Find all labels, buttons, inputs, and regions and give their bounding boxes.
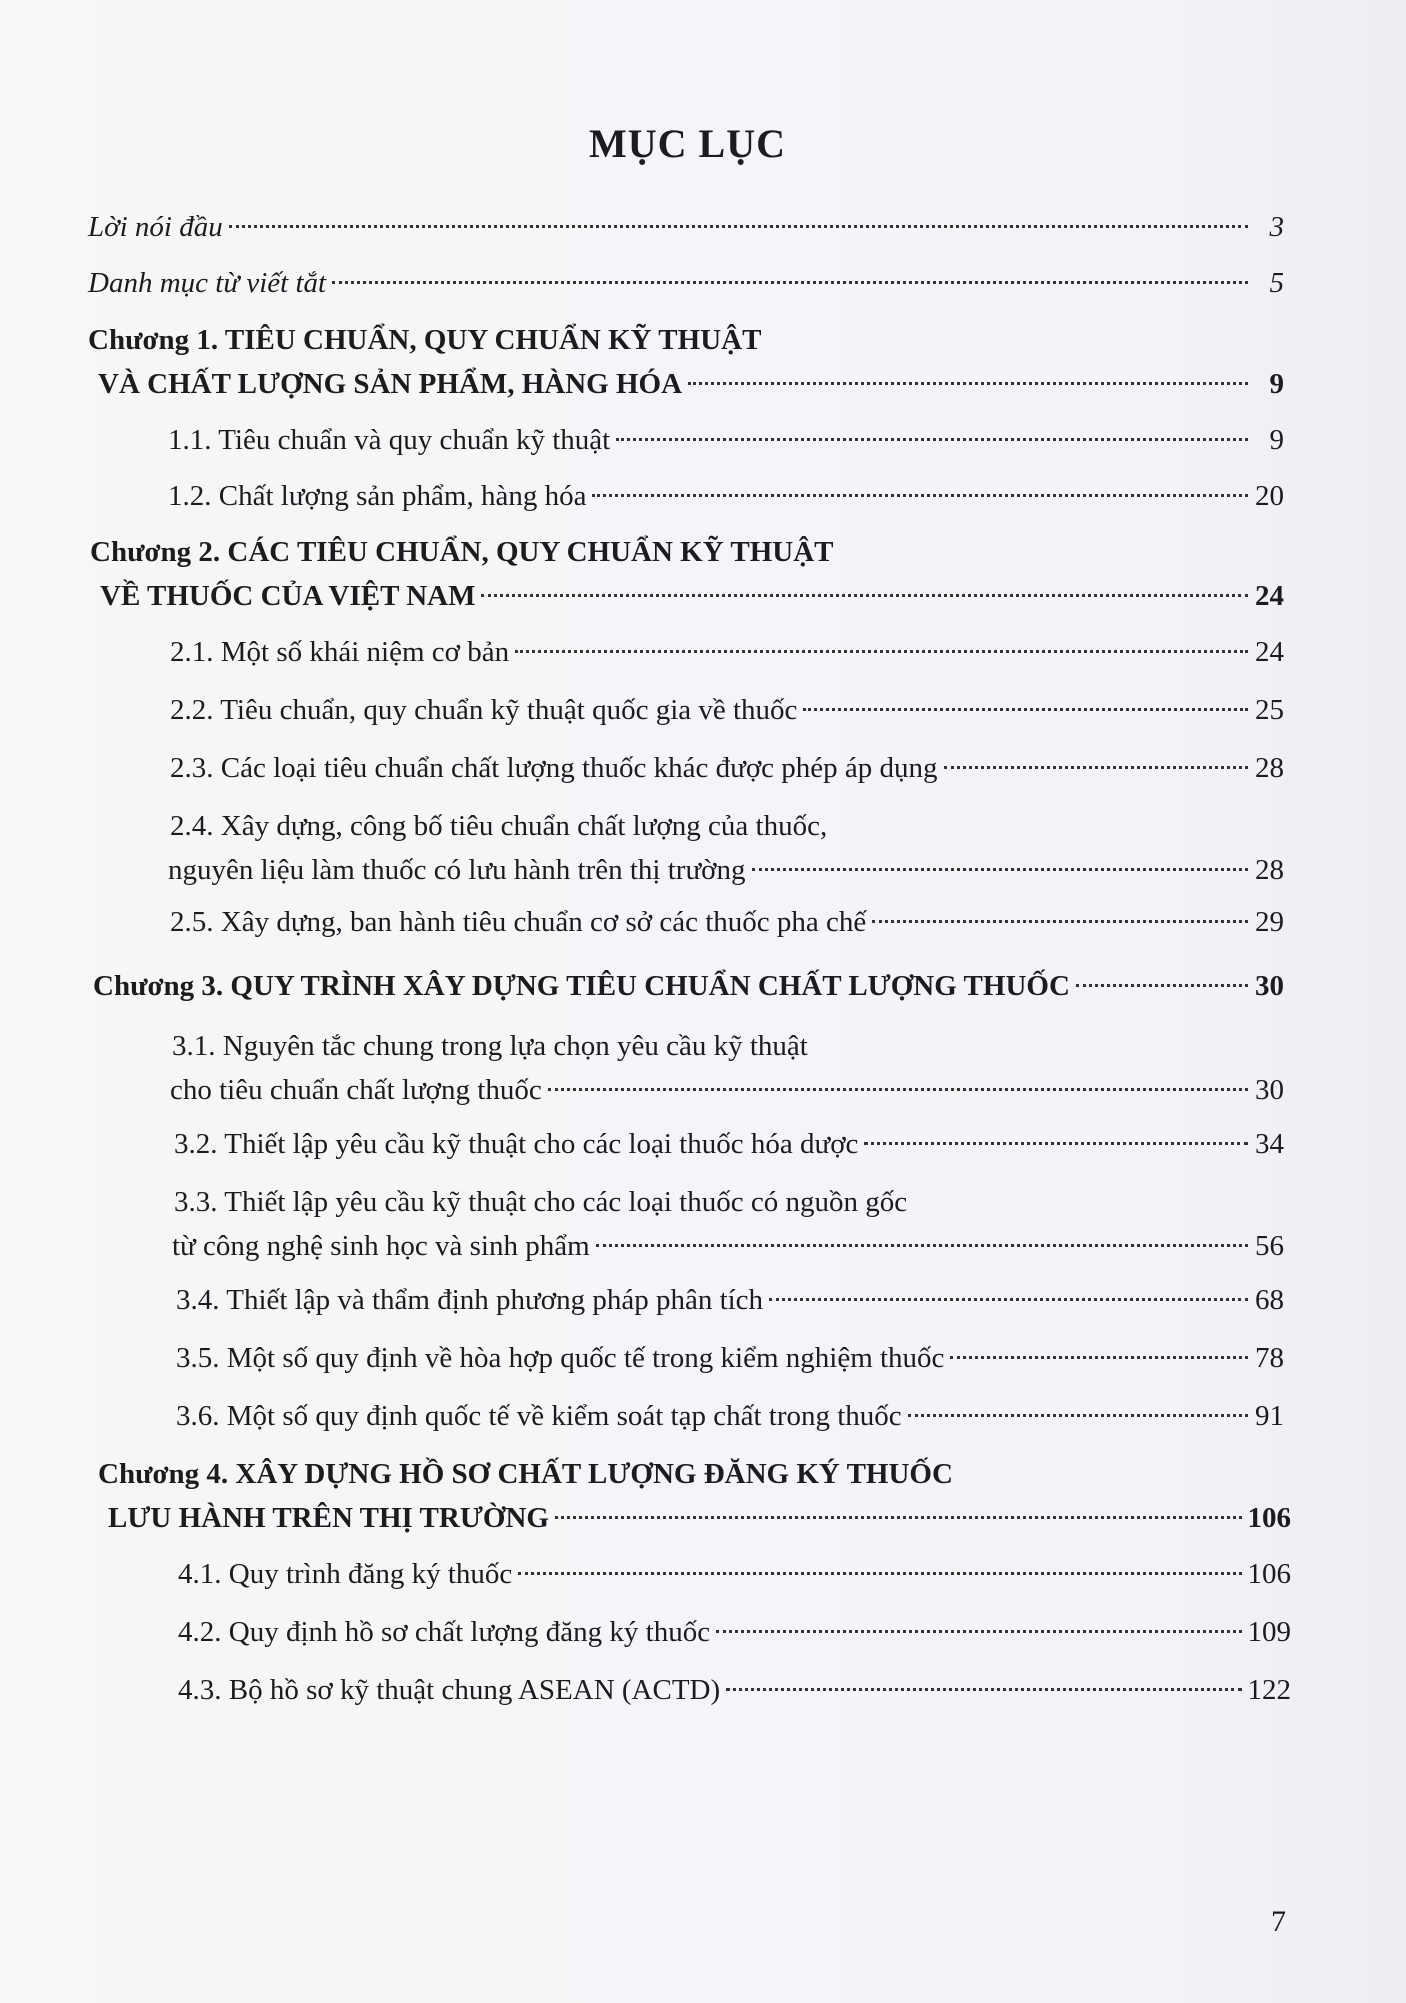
entry-label: Danh mục từ viết tắt xyxy=(88,267,327,299)
entry-page: 20 xyxy=(1255,480,1284,512)
entry-label-line1: 2.4. Xây dựng, công bố tiêu chuẩn chất lượng của thuốc, xyxy=(170,810,828,842)
entry-page: 34 xyxy=(1255,1128,1284,1160)
toc-chapter-3 xyxy=(93,964,1284,1008)
entry-label-line1: 3.1. Nguyên tắc chung trong lựa chọn yêu cầu kỹ thuật xyxy=(172,1030,808,1062)
entry-label: 1.2. Chất lượng sản phẩm, hàng hóa xyxy=(168,480,587,512)
dot-leader xyxy=(555,1516,1242,1519)
toc-section-2-1 xyxy=(170,630,1284,674)
toc-section-3-3 xyxy=(174,1180,1284,1268)
toc-section-4-3 xyxy=(178,1668,1291,1712)
dot-leader xyxy=(332,281,1248,284)
dot-leader xyxy=(616,438,1248,441)
entry-page: 9 xyxy=(1269,368,1284,400)
toc-chapter-1 xyxy=(88,318,1284,406)
entry-page: 29 xyxy=(1255,906,1284,938)
dot-leader xyxy=(944,766,1248,769)
toc-section-1-2 xyxy=(168,474,1284,518)
entry-label: cho tiêu chuẩn chất lượng thuốc xyxy=(170,1074,542,1106)
entry-page: 56 xyxy=(1255,1230,1284,1262)
dot-leader xyxy=(592,494,1248,497)
entry-label: 4.1. Quy trình đăng ký thuốc xyxy=(178,1558,513,1590)
toc-section-2-3 xyxy=(170,746,1284,790)
chapter-title-line1: Chương 3. QUY TRÌNH XÂY DỰNG TIÊU CHUẨN CHẤT LƯỢNG THUỐC xyxy=(93,970,1070,1002)
chapter-title-line1: Chương 1. TIÊU CHUẨN, QUY CHUẨN KỸ THUẬT xyxy=(88,324,762,356)
toc-section-4-2 xyxy=(178,1610,1291,1654)
chapter-title-line2: LƯU HÀNH TRÊN THỊ TRƯỜNG xyxy=(108,1502,549,1534)
entry-label: 4.2. Quy định hồ sơ chất lượng đăng ký thuốc xyxy=(178,1616,711,1648)
chapter-title-line2: VÀ CHẤT LƯỢNG SẢN PHẨM, HÀNG HÓA xyxy=(98,368,683,400)
entry-page: 68 xyxy=(1255,1284,1284,1316)
dot-leader xyxy=(864,1142,1248,1145)
dot-leader xyxy=(769,1298,1248,1301)
chapter-title-line1: Chương 2. CÁC TIÊU CHUẨN, QUY CHUẨN KỸ THUẬT xyxy=(90,536,834,568)
toc-section-3-4 xyxy=(176,1278,1284,1322)
toc-section-2-5 xyxy=(170,900,1284,944)
dot-leader xyxy=(908,1414,1248,1417)
entry-page: 106 xyxy=(1247,1502,1291,1534)
entry-page: 122 xyxy=(1247,1674,1291,1706)
toc-title: MỤC LỤC xyxy=(589,121,786,166)
entry-label: 1.1. Tiêu chuẩn và quy chuẩn kỹ thuật xyxy=(168,424,611,456)
entry-label: nguyên liệu làm thuốc có lưu hành trên thị trường xyxy=(168,854,746,886)
toc-section-4-1 xyxy=(178,1552,1291,1596)
entry-page: 9 xyxy=(1269,424,1284,456)
entry-page: 3 xyxy=(1269,211,1284,243)
dot-leader xyxy=(716,1630,1241,1633)
dot-leader xyxy=(688,382,1248,385)
entry-label: 3.2. Thiết lập yêu cầu kỹ thuật cho các loại thuốc hóa dược xyxy=(174,1128,859,1160)
dot-leader xyxy=(229,225,1248,228)
dot-leader xyxy=(515,650,1248,653)
entry-label: 4.3. Bộ hồ sơ kỹ thuật chung ASEAN (ACTD) xyxy=(178,1674,721,1706)
entry-label: 3.4. Thiết lập và thẩm định phương pháp phân tích xyxy=(176,1284,764,1316)
dot-leader xyxy=(872,920,1248,923)
entry-label: 2.3. Các loại tiêu chuẩn chất lượng thuốc khác được phép áp dụng xyxy=(170,752,938,784)
toc-section-3-2 xyxy=(174,1122,1284,1166)
entry-label: 3.5. Một số quy định về hòa hợp quốc tế trong kiểm nghiệm thuốc xyxy=(176,1342,945,1374)
dot-leader xyxy=(481,594,1248,597)
entry-page: 78 xyxy=(1255,1342,1284,1374)
toc-entry-abbreviations xyxy=(88,261,1284,305)
entry-page: 109 xyxy=(1247,1616,1291,1648)
page-number: 7 xyxy=(1271,1905,1286,1938)
dot-leader xyxy=(950,1356,1248,1359)
entry-page: 24 xyxy=(1255,580,1284,612)
entry-page: 25 xyxy=(1255,694,1284,726)
entry-page: 28 xyxy=(1255,752,1284,784)
entry-page: 24 xyxy=(1255,636,1284,668)
entry-label: từ công nghệ sinh học và sinh phẩm xyxy=(172,1230,590,1262)
dot-leader xyxy=(803,708,1248,711)
chapter-title-line1: Chương 4. XÂY DỰNG HỒ SƠ CHẤT LƯỢNG ĐĂNG KÝ THUỐC xyxy=(98,1458,953,1490)
dot-leader xyxy=(518,1572,1241,1575)
entry-label: 2.1. Một số khái niệm cơ bản xyxy=(170,636,510,668)
entry-page: 5 xyxy=(1269,267,1284,299)
entry-label: 3.6. Một số quy định quốc tế về kiểm soát tạp chất trong thuốc xyxy=(176,1400,902,1432)
toc-entry-preface xyxy=(88,205,1284,249)
entry-label: Lời nói đầu xyxy=(88,211,223,243)
dot-leader xyxy=(726,1688,1241,1691)
toc-chapter-2 xyxy=(90,530,1284,618)
toc-section-2-4 xyxy=(170,804,1284,892)
entry-page: 30 xyxy=(1255,1074,1284,1106)
entry-label-line1: 3.3. Thiết lập yêu cầu kỹ thuật cho các loại thuốc có nguồn gốc xyxy=(174,1186,908,1218)
dot-leader xyxy=(752,868,1248,871)
toc-section-1-1 xyxy=(168,418,1284,462)
entry-page: 91 xyxy=(1255,1400,1284,1432)
toc-section-2-2 xyxy=(170,688,1284,732)
entry-page: 30 xyxy=(1255,970,1284,1002)
entry-page: 106 xyxy=(1247,1558,1291,1590)
toc-chapter-4 xyxy=(98,1452,1291,1540)
dot-leader xyxy=(596,1244,1248,1247)
dot-leader xyxy=(1076,984,1248,987)
toc-section-3-5 xyxy=(176,1336,1284,1380)
entry-page: 28 xyxy=(1255,854,1284,886)
entry-label: 2.2. Tiêu chuẩn, quy chuẩn kỹ thuật quốc gia về thuốc xyxy=(170,694,798,726)
toc-section-3-6 xyxy=(176,1394,1284,1438)
entry-label: 2.5. Xây dựng, ban hành tiêu chuẩn cơ sở các thuốc pha chế xyxy=(170,906,867,938)
chapter-title-line2: VỀ THUỐC CỦA VIỆT NAM xyxy=(100,580,476,612)
dot-leader xyxy=(548,1088,1248,1091)
toc-section-3-1 xyxy=(172,1024,1284,1112)
